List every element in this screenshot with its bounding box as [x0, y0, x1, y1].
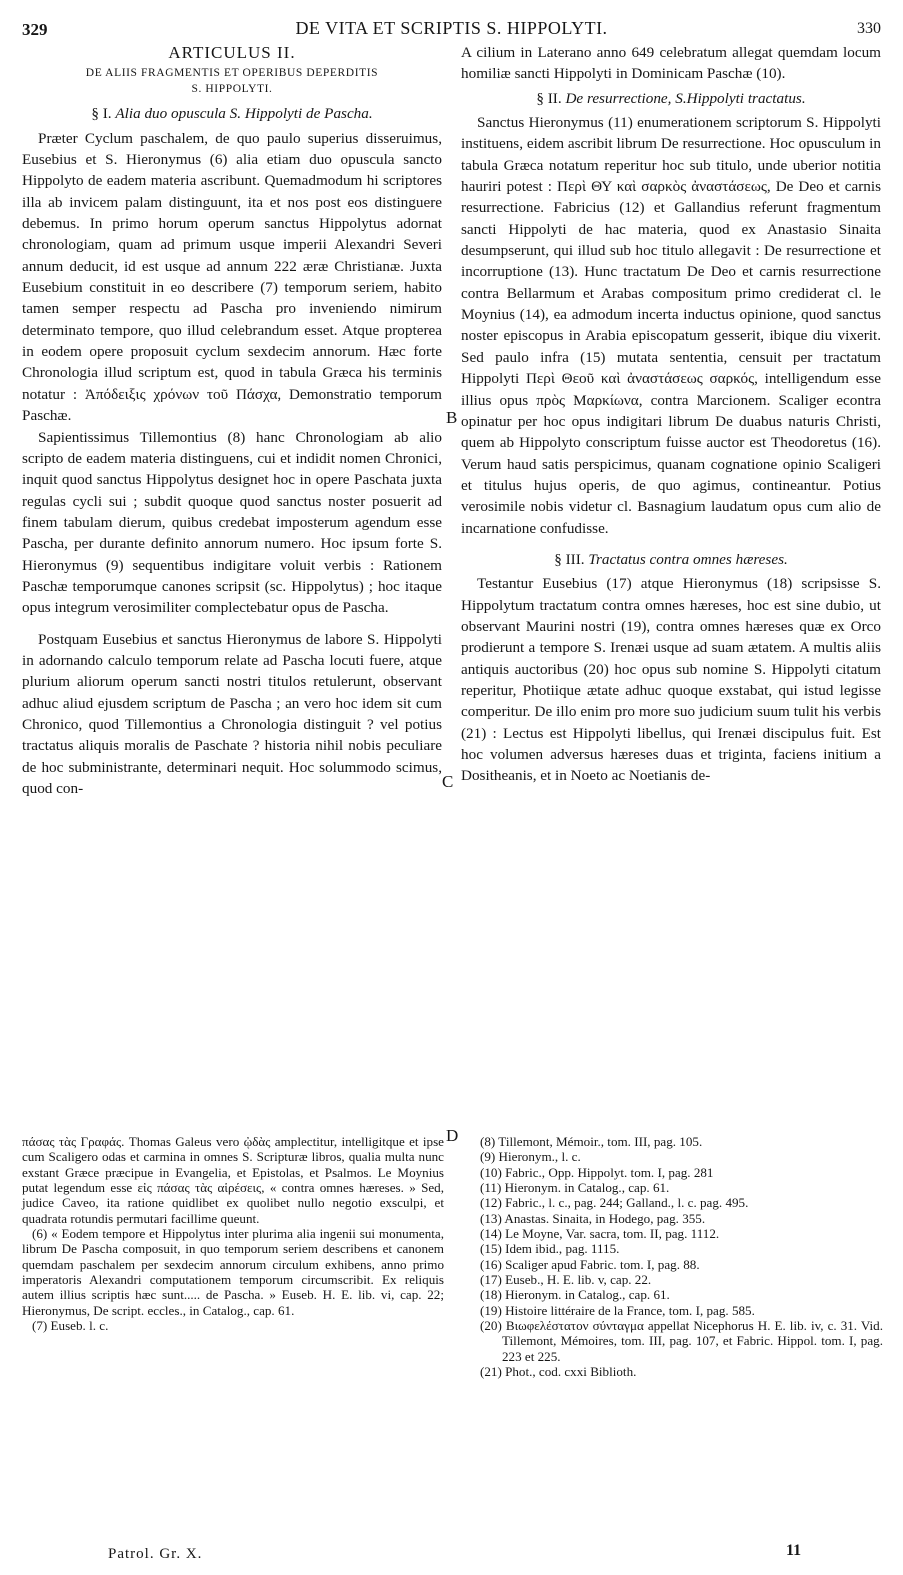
footnote: (9) Hieronym., l. c. [480, 1149, 581, 1165]
footnote: (19) Histoire littéraire de la France, tom. I, pag. 585. [480, 1302, 755, 1318]
section-title: Tractatus contra omnes hæreses. [588, 550, 788, 568]
footnote: (8) Tillemont, Mémoir., tom. III, pag. 105. [480, 1134, 703, 1149]
section-heading [22, 103, 442, 124]
margin-letter: B [446, 408, 458, 427]
footnote: (18) Hieronym. in Catalog., cap. 61. [480, 1287, 670, 1303]
paragraph: A cilium in Laterano anno 649 celebratum allegat quemdam locum homiliæ sancti Hippolyti in Dominicam Paschæ (10). [461, 44, 881, 83]
paragraph: Sanctus Hieronymus (11) enumerationem scriptorum S. Hippolyti instituens, eidem ascribit librum De resurrectione. Hoc opusculum in tabula Græca notatum reperitur hoc sub titulo, unde uberior notitia hauriri potest : Περὶ ΘΥ καὶ σαρκὸς ἀναστάσεως, De Deo et carnis resurrectione. Fabricius (12) et Gallandius referunt fragmentum sancti Hippolyti de hac materia, quod ex Anastasio Sinaita desumpserunt, qui illud sub hoc titulo allegavit : De resurrectione et incorruptione (13). Hunc tractatum De Deo et carnis resurrectione contra Bellarmum et Arabas compositum primo crediderat cl. le Moynius (14), ea admodum incerta inductus opinione, quod sanctus noster episcopus in Arabia episcopatum gesserit, ibique diu vixerit. Sed paulo infra (15) mutata sententia, censuit per tractatum Hippolyti Περὶ Θεοῦ καὶ ἀναστάσεως σαρκός, intelligendum esse illius opus πρὸς Μαρκίωνα, contra Marcionem. Scaliger econtra opinatur per hoc opus indigitari librum De duabus naturis Christi, quem ab Hippolyto conscriptum fuisse auctor est Theodoretus (16). Verum haud satis perspicimus, quanam cognatione opinio Scaligeri et titulus hujus operis, de quo agimus, contineantur. Potius verosimile nobis videtur cl. Basnagium laudatum opus cum alio de incarnatione confudisse. [461, 114, 881, 537]
section-title: De resurrectione, S.Hippolyti tractatus. [565, 89, 806, 107]
section-title: Alia duo opuscula S. Hippolyti de Pascha. [115, 105, 373, 123]
running-title: DE VITA ET SCRIPTIS S. HIPPOLYTI. [295, 18, 608, 38]
article-subtitle-line: DE ALIIS FRAGMENTIS ET OPERIBUS DEPERDITIS [85, 67, 379, 80]
footer-signature: 11 [786, 1542, 802, 1559]
page-header [22, 14, 881, 40]
section-number: § III. [554, 550, 589, 568]
footnotes-left [22, 1134, 444, 1333]
page-number-right: 330 [857, 20, 881, 37]
article-subtitle-line: S. HIPPOLYTI. [191, 83, 273, 96]
footnote: (10) Fabric., Opp. Hippolyt. tom. I, pag. 281 [480, 1164, 714, 1180]
section-number: § I. [91, 105, 116, 123]
left-column [22, 42, 442, 799]
footnote: (20) Βιωφελέστατον σύνταγμα appellat Nicephorus H. E. lib. iv, c. 31. Vid. Tillemont, Mémoires, tom. III, pag. 107, et Fabric. Hippol. tom. I, pag. 223 et 225. [480, 1318, 883, 1364]
article-title: ARTICULUS II. [168, 43, 296, 62]
paragraph: Præter Cyclum paschalem, de quo paulo superius disseruimus, Eusebius et S. Hieronymus (6) alia etiam duo opuscula sancto Hippolyto de eadem materia ascribunt. Quemadmodum hi scriptores illa ab invicem palam distinguunt, ita et nos post eos distinguere debemus. In primo horum operum sanctus Hippolytus adornat chronologiam, quam ad primum usque imperii Alexandri Severi annum deducit, id est usque ad annum 222 æræ Christianæ. Juxta Eusebium constituit in eo describere (7) temporum seriem, habito tamen semper respectu ad Pascha pro inveniendo nimirum determinato tempore, quo illud celebrandum esset. Atque propterea in eodem opere proposuit cyclum sexdecim annorum. Hæc forte Chronologia illud scriptum est, quod in tabula Græca his terminis notatur : Ἀπόδειξις χρόνων τοῦ Πάσχα, Demonstratio temporum Paschæ. [22, 129, 442, 425]
footnote: (15) Idem ibid., pag. 1115. [480, 1241, 620, 1257]
footnote: (6) « Eodem tempore et Hippolytus inter plurima alia ingenii sui monumenta, librum De Pascha composuit, in quo temporum seriem describens et canonem quemdam paschalem per sexdecim annorum circulum exhibens, anno primo imperatoris Alexandri computationem temporum circumscribit. Ex reliquis autem illius scriptis hæc sunt..... de Pascha. » Euseb. H. E. lib. vi, cap. 22; Hieronymus, De script. eccles., in Catalog., cap. 61. [22, 1226, 444, 1318]
footnote: (16) Scaliger apud Fabric. tom. I, pag. 88. [480, 1256, 700, 1272]
footnotes-right [480, 1134, 883, 1380]
section-heading [461, 549, 881, 570]
footnote: (7) Euseb. l. c. [32, 1318, 109, 1334]
right-column [461, 42, 881, 787]
article-subtitle [22, 65, 442, 97]
paragraph: Postquam Eusebius et sanctus Hieronymus de labore S. Hippolyti in adornando calculo temporum relate ad Pascha locuti fuere, atque plurium aliorum operum sancti nostri titulos retulerunt, observant adhuc aliud ejusdem scriptum de Pascha ; an vero hoc idem sit cum Chronico, quod Tillemontius a Chronologia distinguit ? vel potius tractatus aliquis moralis de Paschate ? historia nihil nobis peculiare de hoc subministrante, determinari nequit. Hoc solummodo scimus, quod con- [22, 630, 442, 797]
footer-series: Patrol. Gr. X. [108, 1546, 203, 1562]
footnote: (11) Hieronym. in Catalog., cap. 61. [480, 1180, 670, 1196]
section-heading [461, 88, 881, 109]
footnote: (13) Anastas. Sinaita, in Hodego, pag. 355. [480, 1210, 706, 1226]
footnote: (12) Fabric., l. c., pag. 244; Galland., l. c. pag. 495. [480, 1195, 749, 1211]
margin-letter: D [446, 1126, 459, 1145]
paragraph: Testantur Eusebius (17) atque Hieronymus (18) scripsisse S. Hippolytum tractatum contra omnes hæreses, hoc est sine dubio, ut observant Maurini nostri (19), contra omnes hæreses quæ ex Orco prodierunt a tempore S. Irenæi usque ad suam ætatem. A multis aliis antiquis auctoribus (20) hoc opus sub nomine S. Hippolyti citatum reperitur, Photiique ætate adhuc quoque exstabat, qui istud legisse comperitur. De illo enim pro more suo judicium suum tulit his verbis (21) : Lectus est Hippolyti libellus, qui Irenæi discipulus fuit. Est hoc volumen adversus hæreses duas et triginta, faciens initium a Dositheanis, et in Noeto ac Noetianis de- [461, 575, 881, 785]
footnote: (14) Le Moyne, Var. sacra, tom. II, pag. 1112. [480, 1226, 720, 1242]
section-number: § II. [536, 89, 566, 107]
paragraph: Sapientissimus Tillemontius (8) hanc Chronologiam ab alio scripto de eadem materia distinguens, cui et indidit nomen Chronici, inquit quod sanctus Hippolytus designet hoc in opere Paschata juxta regulas cycli sui ; subdit quoque quod sanctus noster posuerit ad finem tabulam dierum, quibus credebat imposterum agendum esse Pascha, per durante definito annorum numero. Hoc ipsum forte S. Hieronymus (9) sequentibus indigitare voluit verbis : Rationem Paschæ temporumque canones scripsit (sc. Hippolytus) ; hoc itaque opus integrum verosimiliter complectebatur opus de Pascha. [22, 428, 442, 617]
margin-letter: C [442, 772, 454, 791]
page-number-left: 329 [22, 20, 48, 39]
footnote: (21) Phot., cod. cxxi Biblioth. [480, 1364, 637, 1380]
footnote: πάσας τὰς Γραφάς. Thomas Galeus vero ᾠδὰς amplectitur, intelligitque et ipse cum Scaligero odas et carmina in omnes S. Scripturæ libros, qualia multa nunc exstant Græce præcipue in Evangelia, et Epistolas, et Psalmos. Le Moynius putat legendum esse εἰς πάσας τὰς αἱρέσεις, « contra omnes hæreses. » Sed, judice Caveo, ita ratione quidlibet ex quolibet nullo negotio exsculpi, et quadrata rotundis permutari facillime queunt. [22, 1134, 444, 1226]
footnote: (17) Euseb., H. E. lib. v, cap. 22. [480, 1272, 652, 1288]
